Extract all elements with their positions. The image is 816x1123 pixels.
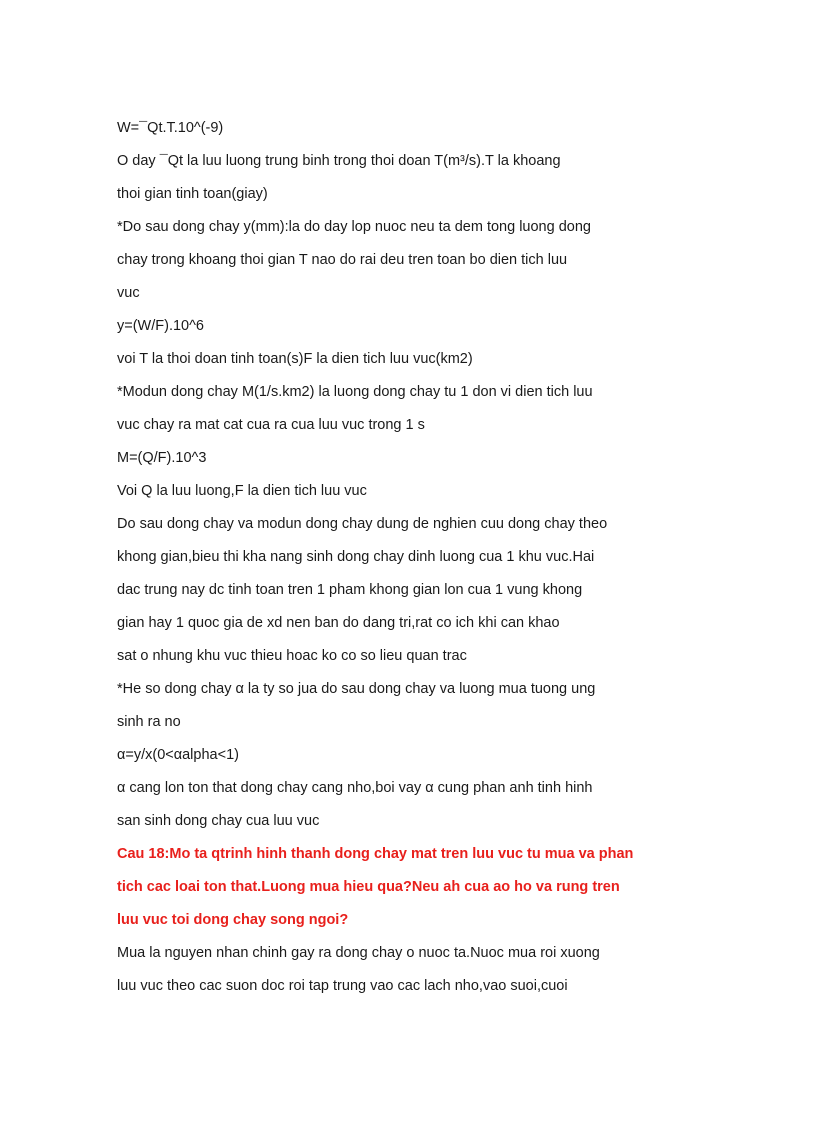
text-line: thoi gian tinh toan(giay)	[117, 186, 268, 202]
text-line: O day ¯Qt la luu luong trung binh trong thoi doan T(m³/s).T la khoang	[117, 153, 561, 169]
text-line: luu vuc theo cac suon doc roi tap trung vao cac lach nho,vao suoi,cuoi	[117, 978, 568, 994]
text-line: vuc chay ra mat cat cua ra cua luu vuc trong 1 s	[117, 417, 425, 433]
text-line: chay trong khoang thoi gian T nao do rai deu tren toan bo dien tich luu	[117, 252, 568, 268]
text-line: voi T la thoi doan tinh toan(s)F la dien tich luu vuc(km2)	[117, 351, 473, 367]
question-heading-line: luu vuc toi dong chay song ngoi?	[117, 912, 349, 928]
text-line: khong gian,bieu thi kha nang sinh dong chay dinh luong cua 1 khu vuc.Hai	[117, 549, 595, 565]
text-line: vuc	[117, 285, 140, 301]
text-line: sinh ra no	[117, 714, 181, 730]
text-line: dac trung nay dc tinh toan tren 1 pham khong gian lon cua 1 vung khong	[117, 582, 583, 598]
text-line: san sinh dong chay cua luu vuc	[117, 813, 320, 829]
text-line: sat o nhung khu vuc thieu hoac ko co so lieu quan trac	[117, 648, 467, 664]
text-line: Voi Q la luu luong,F la dien tich luu vuc	[117, 483, 367, 499]
text-line: gian hay 1 quoc gia de xd nen ban do dang tri,rat co ich khi can khao	[117, 615, 560, 631]
text-line: α=y/x(0<αalpha<1)	[117, 747, 239, 763]
text-line: M=(Q/F).10^3	[117, 450, 207, 466]
document-body	[117, 112, 717, 1003]
text-line: Mua la nguyen nhan chinh gay ra dong chay o nuoc ta.Nuoc mua roi xuong	[117, 945, 600, 961]
text-line: y=(W/F).10^6	[117, 318, 204, 334]
text-line: *Do sau dong chay y(mm):la do day lop nuoc neu ta dem tong luong dong	[117, 219, 591, 235]
text-line: α cang lon ton that dong chay cang nho,boi vay α cung phan anh tinh hinh	[117, 780, 593, 796]
question-heading-line: Cau 18:Mo ta qtrinh hinh thanh dong chay mat tren luu vuc tu mua va phan	[117, 846, 634, 862]
text-line: *Modun dong chay M(1/s.km2) la luong dong chay tu 1 don vi dien tich luu	[117, 384, 593, 400]
question-heading-line: tich cac loai ton that.Luong mua hieu qua?Neu ah cua ao ho va rung tren	[117, 879, 620, 895]
text-line: W=¯Qt.T.10^(-9)	[117, 120, 224, 136]
text-line: *He so dong chay α la ty so jua do sau dong chay va luong mua tuong ung	[117, 681, 596, 697]
text-line: Do sau dong chay va modun dong chay dung de nghien cuu dong chay theo	[117, 516, 608, 532]
